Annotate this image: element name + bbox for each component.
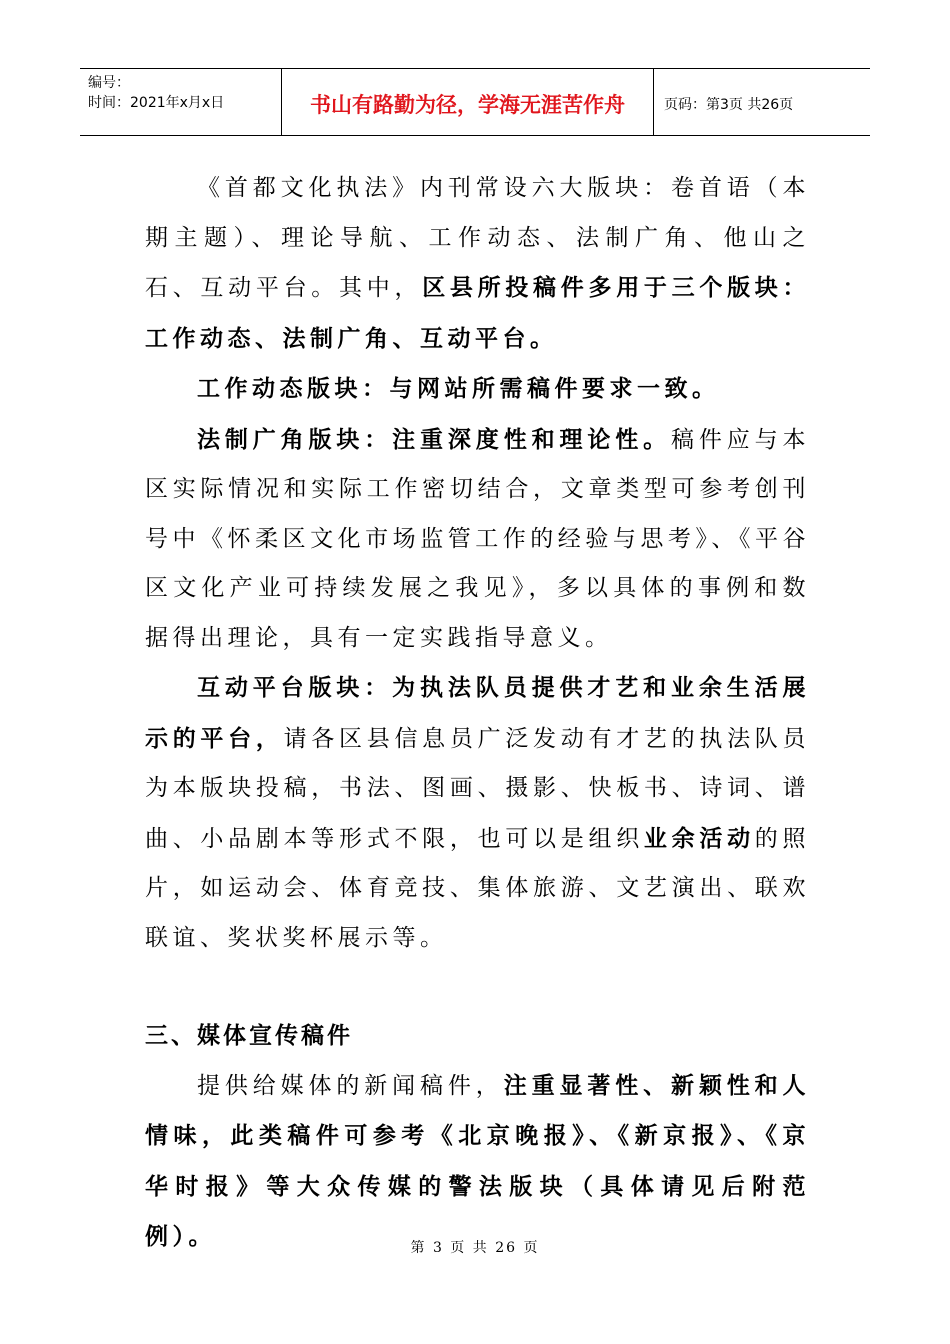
paragraph-intro — [145, 164, 810, 364]
text-segment-bold: 法制广角版块：注重深度性和理论性。 — [197, 425, 671, 453]
paragraph-media — [145, 1061, 810, 1263]
text-segment: 请各区县信息员广泛发动有才艺的执法队员为本版块投稿，书法、图画、摄影、快板书、诗词、谱曲、小品剧本等形式不限，也可以是组织 — [145, 725, 811, 852]
text-segment: 稿件应与本区实际情况和实际工作密切结合，文章类型可参考创刊号中《怀柔区文化市场监管工作的经验与思考》、《平谷区文化产业可持续发展之我见》，多以具体的事例和数据得出理论，具有一定实践指导意义。 — [145, 426, 811, 651]
section-spacer — [145, 963, 810, 1011]
text-segment-bold: 工作动态版块：与网站所需稿件要求一致。 — [197, 375, 720, 402]
text-segment: 提供给媒体的新闻稿件， — [197, 1072, 504, 1099]
header-time-label: 时间：2021年x月x日 — [88, 95, 225, 111]
document-body — [145, 164, 810, 1263]
text-segment-bold: 区县所投稿件多用于三个版块：工作动态、法制广角、互动平台。 — [145, 274, 811, 352]
section-title: 三、媒体宣传稿件 — [145, 1022, 353, 1049]
header-page-info: 页码：第3页 共26页 — [664, 97, 794, 113]
paragraph-work-dynamics — [145, 364, 810, 415]
page-footer: 第 3 页 共 26 页 — [410, 1240, 540, 1256]
text-segment: 《首都文化执法》内刊常设六大版块：卷首语（本期主题）、理论导航、工作动态、法制广角、他山之石、互动平台。其中， — [145, 175, 810, 301]
text-segment-bold: 业余活动 — [643, 824, 755, 852]
text-segment-bold: 互动平台版块：为执法队员提供才艺和业余生活展示的平台， — [145, 674, 810, 752]
page-header — [80, 68, 870, 136]
header-number-label: 编号： — [88, 75, 130, 91]
text-segment-bold: 注重显著性、新颖性和人情味，此类稿件可参考《北京晚报》、《新京报》、《京华时报》等大众传媒的警法版块（具体请见后附范例）。 — [145, 1071, 811, 1250]
paragraph-legal-angle — [145, 415, 810, 664]
header-meta-cell — [80, 69, 282, 135]
text-segment: 的照片，如运动会、体育竞技、集体旅游、文艺演出、联欢联谊、奖状奖杯展示等。 — [145, 825, 811, 951]
header-motto: 书山有路勤为径，学海无涯苦作舟 — [282, 69, 654, 135]
paragraph-interactive-platform — [145, 663, 810, 963]
